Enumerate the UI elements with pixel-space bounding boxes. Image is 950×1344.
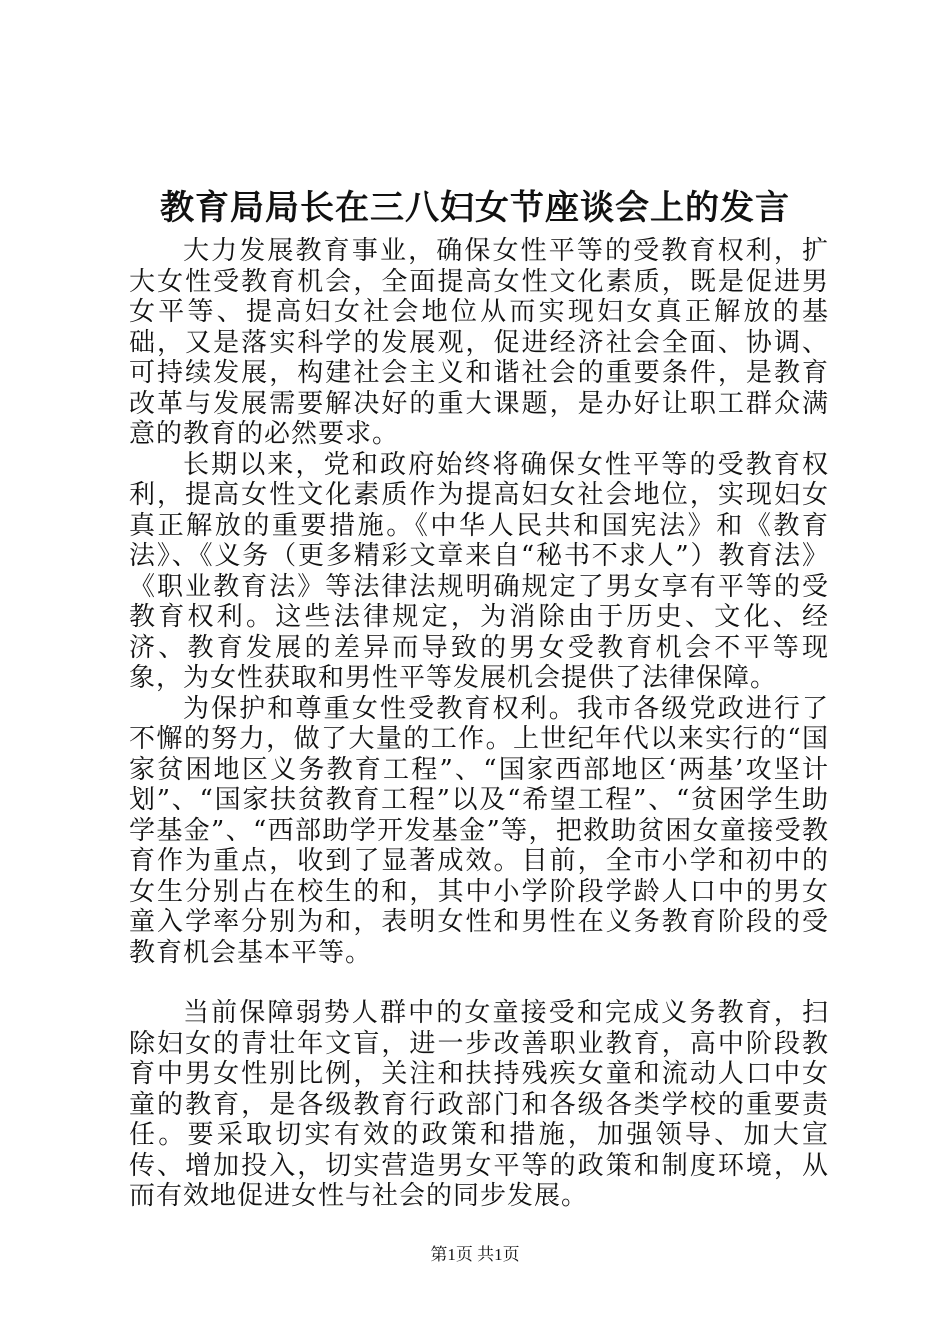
paragraph-1: 大力发展教育事业，确保女性平等的受教育权利，扩大女性受教育机会，全面提高女性文化素质，既是促进男女平等、提高妇女社会地位从而实现妇女真正解放的基础，又是落实科学的发展观，促进经济社会全面、协调、可持续发展，构建社会主义和谐社会的重要条件，是教育改革与发展需要解决好的重大课题，是办好让职工群众满意的教育的必然要求。: [129, 236, 829, 449]
document-title: 教育局局长在三八妇女节座谈会上的发言: [160, 188, 790, 228]
paragraph-4: 当前保障弱势人群中的女童接受和完成义务教育，扫除妇女的青壮年文盲，进一步改善职业教育，高中阶段教育中男女性别比例，关注和扶持残疾女童和流动人口中女童的教育，是各级教育行政部门和各级各类学校的重要责任。要采取切实有效的政策和措施，加强领导、加大宣传、增加投入，切实营造男女平等的政策和制度环境，从而有效地促进女性与社会的同步发展。: [129, 998, 829, 1211]
page-number-footer: 第1页 共1页: [430, 1245, 520, 1264]
paragraph-2: 长期以来，党和政府始终将确保女性平等的受教育权利，提高女性文化素质作为提高妇女社会地位，实现妇女真正解放的重要措施。《中华人民共和国宪法》和《教育法》、《义务（更多精彩文章来自“秘书不求人”）教育法》《职业教育法》等法律法规明确规定了男女享有平等的受教育权利。这些法律规定，为消除由于历史、文化、经济、教育发展的差异而导致的男女受教育机会不平等现象，为女性获取和男性平等发展机会提供了法律保障。: [129, 449, 829, 693]
document-body: [129, 236, 829, 1212]
paragraph-3: 为保护和尊重女性受教育权利。我市各级党政进行了不懈的努力，做了大量的工作。上世纪年代以来实行的“国家贫困地区义务教育工程”、“国家西部地区‘两基’攻坚计划”、“国家扶贫教育工程”以及“希望工程”、“贫困学生助学基金”、“西部助学开发基金”等，把救助贫困女童接受教育作为重点，收到了显著成效。目前，全市小学和初中的女生分别占在校生的和，其中小学阶段学龄人口中的男女童入学率分别为和，表明女性和男性在义务教育阶段的受教育机会基本平等。: [129, 693, 829, 968]
